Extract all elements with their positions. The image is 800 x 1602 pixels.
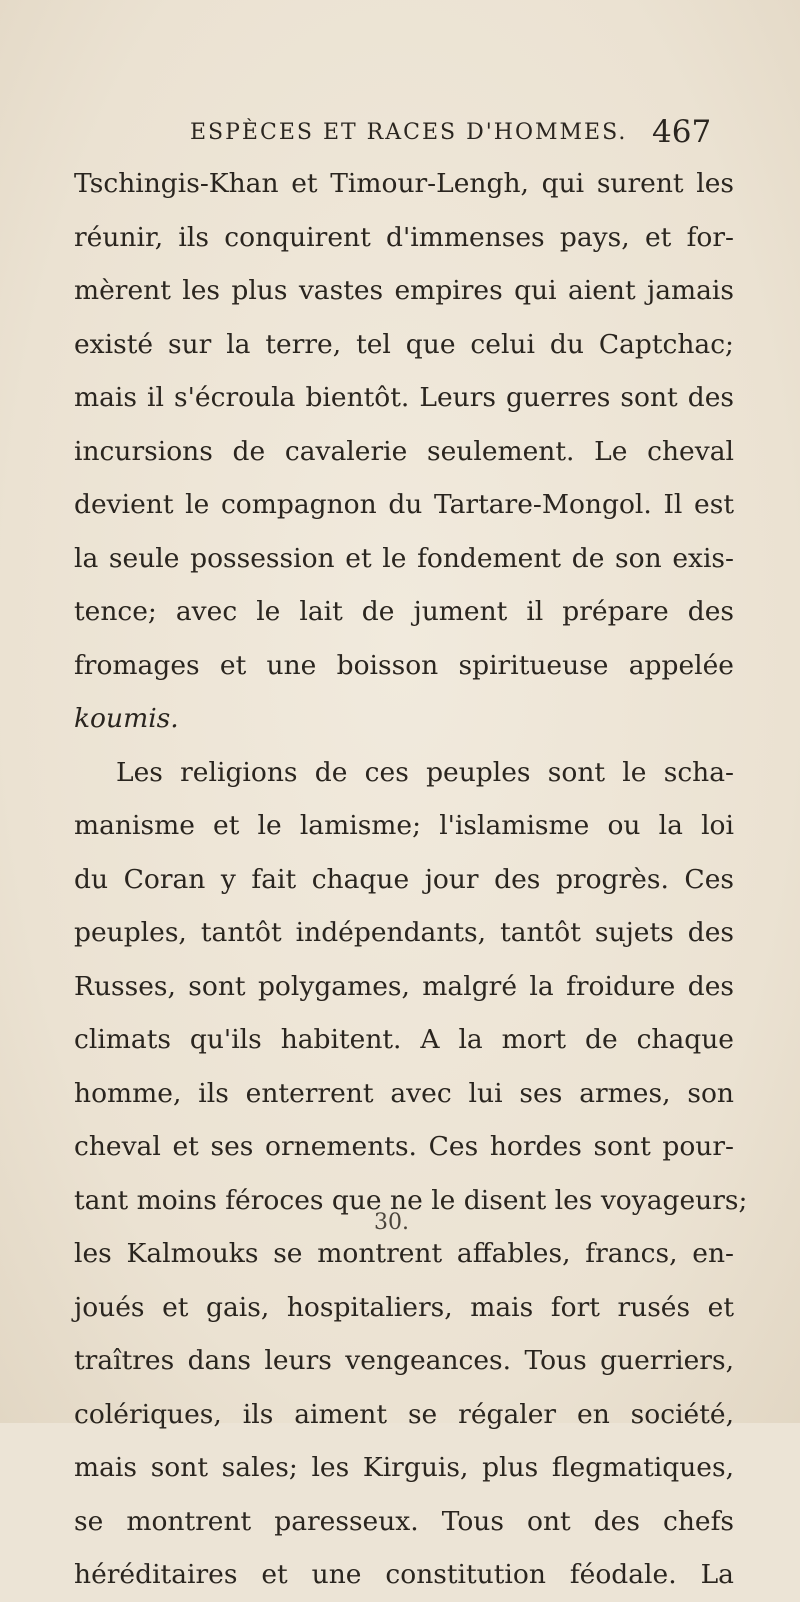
text-line: mèrent les plus vastes empires qui aient jamais: [74, 275, 734, 306]
text-line: [74, 692, 734, 746]
text-line: la seule possession et le fondement de son exis-: [74, 542, 734, 574]
text-line: tant moins féroces que ne le disent les voyageurs;: [74, 1184, 748, 1216]
text-line: du Coran y fait chaque jour des progrès. Ces: [74, 863, 734, 895]
text-line: joués et gais, hospitaliers, mais fort rusés et: [74, 1291, 734, 1323]
page-header: [0, 114, 800, 158]
text-line: Tschingis-Khan et Timour-Lengh, qui surent les: [74, 168, 734, 199]
text-line: mais il s'écroula bientôt. Leurs guerres sont des: [74, 382, 734, 413]
text-line: existé sur la terre, tel que celui du Captchac;: [74, 328, 734, 360]
text-line: incursions de cavalerie seulement. Le cheval: [74, 435, 734, 467]
text-line: mais sont sales; les Kirguis, plus flegmatiques,: [74, 1452, 734, 1483]
text-line: peuples, tantôt indépendants, tantôt sujets des: [74, 917, 734, 948]
text-line: colériques, ils aiment se régaler en société,: [74, 1398, 734, 1430]
signature-mark: 30.: [374, 1210, 409, 1235]
body-text: [74, 157, 748, 1602]
text-line: traîtres dans leurs vengeances. Tous guerriers,: [74, 1345, 734, 1376]
text-line: cheval et ses ornements. Ces hordes sont pour-: [74, 1131, 734, 1162]
text-line: Russes, sont polygames, malgré la froidure des: [74, 970, 734, 1002]
text-line: climats qu'ils habitent. A la mort de chaque: [74, 1024, 734, 1055]
page-number: 467: [652, 114, 712, 150]
text-line: tence; avec le lait de jument il prépare des: [74, 596, 734, 627]
text-line: héréditaires et une constitution féodale. La: [74, 1559, 734, 1590]
italic-word: koumis.: [74, 703, 179, 734]
text-line: manisme et le lamisme; l'islamisme ou la loi: [74, 810, 734, 841]
text-line: fromages et une boisson spiritueuse appelée: [74, 649, 734, 681]
paragraph-start-line: Les religions de ces peuples sont le scha-: [116, 756, 734, 788]
text-line: se montrent paresseux. Tous ont des chefs: [74, 1505, 734, 1537]
text-line: homme, ils enterrent avec lui ses armes, son: [74, 1077, 734, 1109]
text-line: les Kalmouks se montrent affables, francs, en-: [74, 1238, 734, 1269]
text-line: devient le compagnon du Tartare-Mongol. Il est: [74, 489, 734, 520]
running-title: ESPÈCES ET RACES D'HOMMES.: [190, 120, 628, 145]
text-line: réunir, ils conquirent d'immenses pays, et for-: [74, 221, 734, 253]
